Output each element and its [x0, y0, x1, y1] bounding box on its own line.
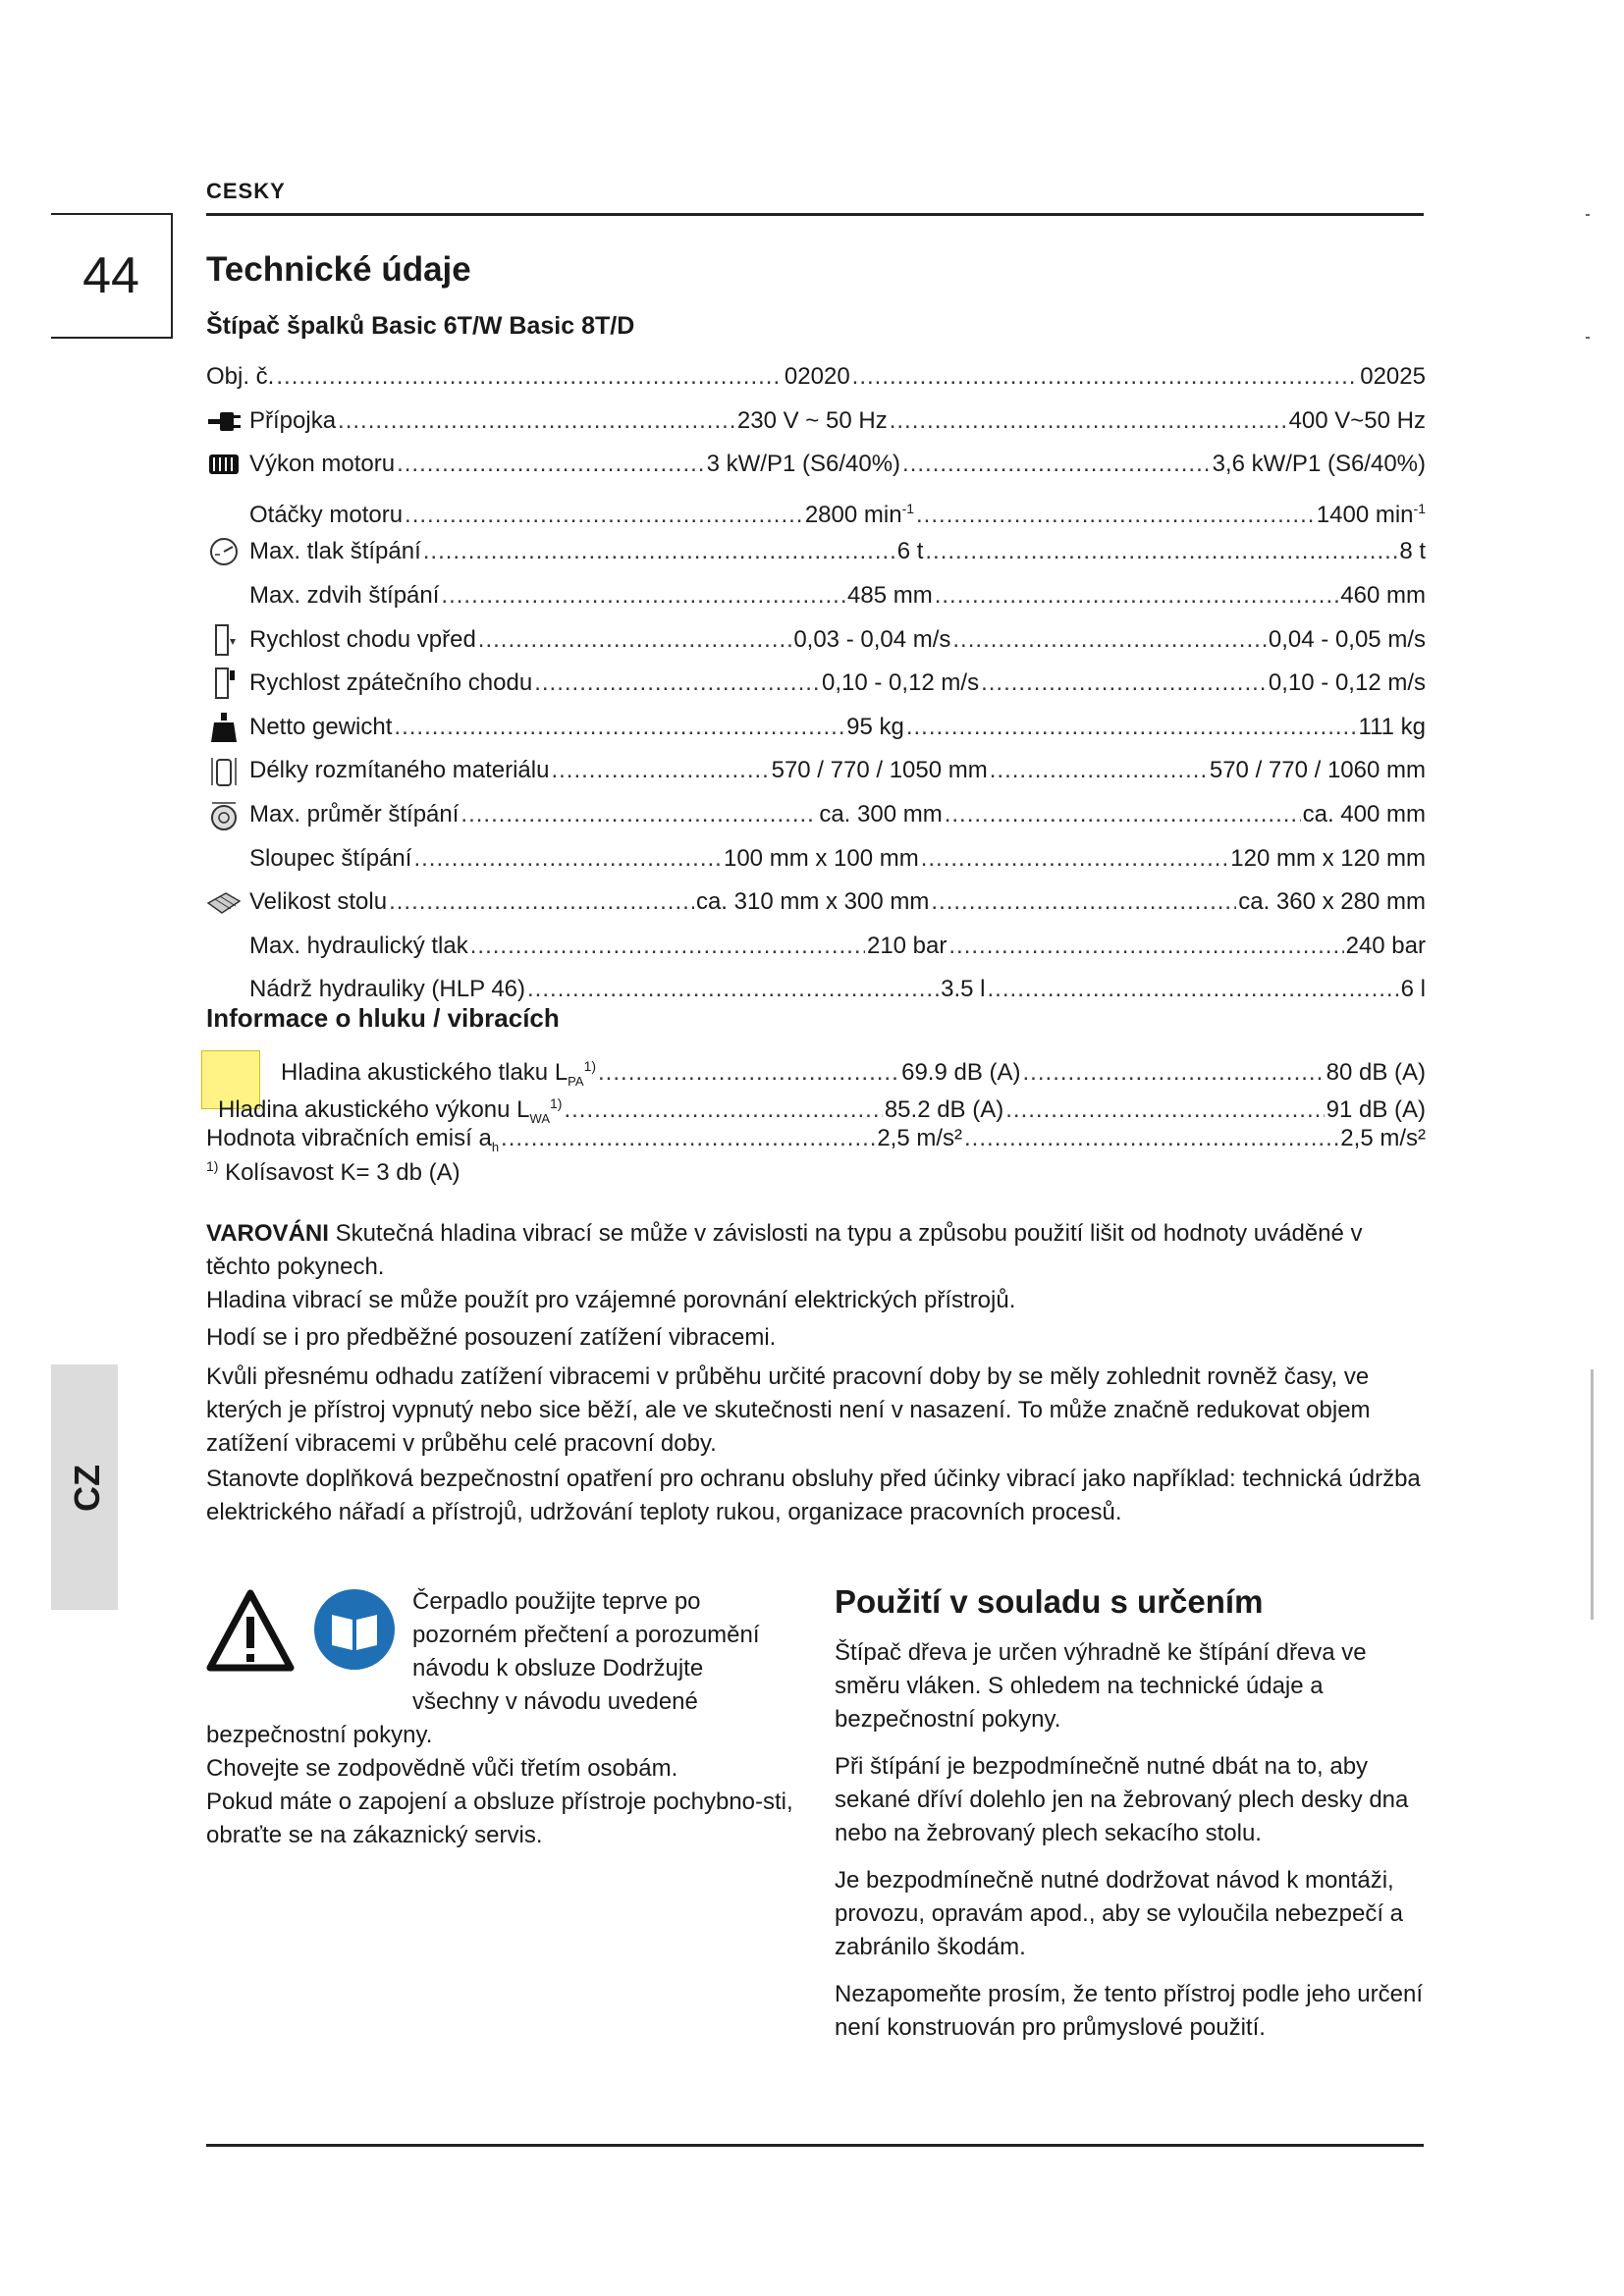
noise-row: [206, 1046, 1426, 1089]
intended-use-text: Štípač dřeva je určen výhradně ke štípání dřeva ve směru vláken. S ohledem na technické údaje a bezpečnostní pokyny.: [835, 1639, 1367, 1733]
noise-label: Hladina akustického tlaku $L_{PA}^{1)}$: [281, 1058, 597, 1089]
spec-value-basic-6t: 570 / 770 / 1050 mm: [771, 757, 988, 784]
noise-label: Hodnota vibračních emisí $a_h$: [206, 1125, 500, 1154]
splitter-return-icon: [206, 667, 242, 700]
safety-note-text-3: Pokud máte o zapojení a obsluze přístroje pochybno-sti, obraťte se na zákaznický servis.: [206, 1789, 793, 1848]
spec-label: Netto gewicht: [249, 713, 393, 740]
intended-use: [835, 1585, 1424, 2058]
plug-icon: [206, 404, 242, 438]
spec-label: Sloupec štípání: [249, 844, 412, 872]
spec-value-basic-8t: 111 kg: [1358, 713, 1426, 740]
spec-value-basic-8t: 400 V~50 Hz: [1288, 406, 1426, 434]
safety-note-text: Čerpadlo použijte teprve po pozorném přečtení a porozumění návodu k obsluze Dodržujte všechny v návodu uvedené bezpečnostní pokyny.: [206, 1588, 760, 1748]
safety-icons: [206, 1585, 412, 1693]
safety-note-text-2: Chovejte se zodpovědně vůči třetím osobám.: [206, 1755, 678, 1782]
noise-row: [206, 1084, 1426, 1126]
spec-value-basic-8t: 460 mm: [1340, 582, 1426, 609]
spec-value-basic-8t: 6 l: [1400, 976, 1426, 1003]
edge-mark: [1586, 337, 1590, 339]
model-subtitle: Štípač špalků Basic 6T/W Basic 8T/D: [206, 312, 635, 340]
spec-value-basic-6t: 3.5 l: [941, 976, 986, 1003]
spec-value-basic-6t: 6 t: [896, 538, 924, 565]
spec-label: Max. tlak štípání: [249, 538, 421, 565]
spec-value-basic-6t: 230 V ~ 50 Hz: [736, 406, 888, 434]
footnote: $^{1)}$ Kolísavost K= 3 db (A): [206, 1158, 460, 1186]
spec-row: [206, 532, 1426, 571]
spec-row: [206, 751, 1426, 790]
spec-label: Max. zdvih štípání: [249, 582, 440, 609]
bottom-rule: [206, 2144, 1424, 2147]
spec-value-basic-6t: 02020: [784, 363, 850, 390]
spec-row: [206, 882, 1426, 922]
spec-value-basic-8t: 02025: [1360, 363, 1426, 390]
spec-row: [206, 576, 1426, 615]
spec-value-basic-8t: 120 mm x 120 mm: [1230, 844, 1426, 872]
page-title: Technické údaje: [206, 250, 471, 289]
spec-label: Max. hydraulický tlak: [249, 932, 468, 959]
intended-use-text-4: Nezapomeňte prosím, že tento přístroj podle jeho určení není konstruován pro průmyslové použití.: [835, 1981, 1423, 2041]
spec-row: [206, 927, 1426, 966]
table-icon: [206, 885, 242, 919]
spec-value-basic-6t: 100 mm x 100 mm: [723, 844, 919, 872]
edge-bar: [1591, 1369, 1594, 1620]
intended-use-heading: Použití v souladu s určením: [835, 1583, 1264, 1620]
spec-row: [206, 708, 1426, 747]
spec-value-basic-6t: 0,10 - 0,12 m/s: [822, 669, 980, 697]
top-rule: [206, 213, 1424, 216]
spec-label: Velikost stolu: [249, 888, 388, 916]
language-tab-label: CZ: [67, 1465, 107, 1512]
read-manual-icon: [312, 1587, 397, 1672]
spec-row: [206, 620, 1426, 660]
weight-icon: [206, 711, 242, 744]
motor-icon: [206, 448, 242, 481]
spec-value-basic-8t: 240 bar: [1345, 932, 1426, 959]
spec-row: [206, 401, 1426, 441]
spec-row: [206, 839, 1426, 879]
spec-value-basic-6t: 2800 $\min^{-1}$: [804, 500, 915, 528]
noise-value-basic-8t: 91 dB (A): [1326, 1096, 1426, 1123]
noise-row: [206, 1119, 1426, 1158]
warning-text: VAROVÁNI Skutečná hladina vibrací se může v závislosti na typu a způsobu použití lišit od hodnoty uváděné v těchto pokynech.: [206, 1220, 1363, 1280]
spec-value-basic-6t: 0,03 - 0,04 m/s: [793, 625, 951, 653]
spec-label: Přípojka: [249, 406, 337, 434]
noise-value-basic-6t: 85.2 dB (A): [884, 1096, 1004, 1123]
warning-triangle-icon: [206, 1589, 295, 1672]
spec-value-basic-8t: 8 t: [1399, 538, 1426, 565]
spec-row: [206, 664, 1426, 703]
spec-row: [206, 445, 1426, 484]
spec-value-basic-8t: 1400 $\min^{-1}$: [1316, 500, 1426, 528]
intended-use-text-2: Při štípání je bezpodmínečně nutné dbát na to, aby sekané dříví dolehlo jen na žebrovaný plech desky dna nebo na žebrovaný plech sekacího stolu.: [835, 1753, 1409, 1846]
spec-row: [206, 489, 1426, 528]
spec-value-basic-6t: 210 bar: [866, 932, 947, 959]
warning-text-3: Hodí se i pro předběžné posouzení zatížení vibracemi.: [206, 1324, 777, 1351]
noise-value-basic-8t: 80 dB (A): [1326, 1059, 1426, 1086]
spec-label: Rychlost zpátečního chodu: [249, 669, 533, 697]
noise-heading: Informace o hluku / vibracích: [206, 1003, 560, 1033]
page-number: 44: [51, 213, 173, 339]
spec-value-basic-8t: 570 / 770 / 1060 mm: [1209, 757, 1426, 784]
noise-label: Hladina akustického výkonu $L_{WA}^{1)}$: [218, 1095, 563, 1126]
spec-value-basic-6t: ca. 310 mm x 300 mm: [695, 888, 930, 916]
safety-note: [206, 1585, 795, 1852]
spec-value-basic-6t: 3 kW/P1 (S6/40%): [706, 451, 901, 478]
noise-value-basic-6t: 69.9 dB (A): [901, 1059, 1021, 1086]
warning-text-2: Hladina vibrací se může použít pro vzájemné porovnání elektrických přístrojů.: [206, 1287, 1016, 1313]
language-header: CESKY: [206, 179, 286, 203]
spec-row: [206, 357, 1426, 397]
spec-value-basic-6t: ca. 300 mm: [819, 801, 943, 828]
spec-label: Výkon motoru: [249, 451, 396, 478]
warning-text-5: Stanovte doplňková bezpečnostní opatření pro ochranu obsluhy před účinky vibrací jako například: technická údržba elektrického nářadí a přístrojů, udržování teploty rukou, organizace pracovních procesů.: [206, 1466, 1421, 1525]
spec-value-basic-8t: 3,6 kW/P1 (S6/40%): [1212, 451, 1426, 478]
spec-label: Obj. č.: [206, 363, 275, 390]
log-diameter-icon: [206, 798, 242, 831]
gauge-icon: [206, 535, 242, 568]
edge-mark: [1586, 214, 1590, 216]
spec-value-basic-8t: 0,10 - 0,12 m/s: [1268, 669, 1426, 697]
spec-value-basic-8t: 0,04 - 0,05 m/s: [1268, 625, 1426, 653]
splitter-forward-icon: [206, 623, 242, 657]
warning-text-4: Kvůli přesnému odhadu zatížení vibracemi v průběhu určité pracovní doby by se měly zohlednit rovněž časy, ve kterých je přístroj vypnutý nebo sice běží, ale ve skutečnosti není v nasazení. To může značně redukovat objem zatížení vibracemi v průběhu celé pracovní doby.: [206, 1363, 1371, 1457]
spec-value-basic-8t: ca. 360 x 280 mm: [1238, 888, 1426, 916]
spec-value-basic-6t: 485 mm: [847, 582, 933, 609]
log-length-icon: [206, 754, 242, 787]
spec-label: Max. průměr štípání: [249, 801, 460, 828]
spec-label: Rychlost chodu vpřed: [249, 625, 476, 653]
spec-label: Nádrž hydrauliky (HLP 46): [249, 976, 526, 1003]
spec-row: [206, 795, 1426, 834]
noise-value-basic-6t: 2,5 m/s²: [877, 1125, 963, 1151]
spec-value-basic-8t: ca. 400 mm: [1302, 801, 1426, 828]
spec-label: Otáčky motoru: [249, 501, 404, 528]
noise-value-basic-8t: 2,5 m/s²: [1340, 1125, 1426, 1151]
intended-use-text-3: Je bezpodmínečně nutné dodržovat návod k montáži, provozu, opravám apod., aby se vyloučila nebezpečí a zabránilo škodám.: [835, 1867, 1404, 1960]
spec-label: Délky rozmítaného materiálu: [249, 757, 550, 784]
spec-value-basic-6t: 95 kg: [846, 713, 904, 740]
